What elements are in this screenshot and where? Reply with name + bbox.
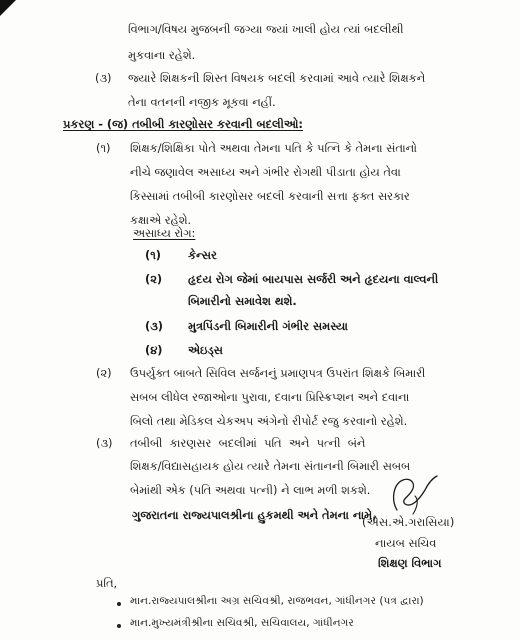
copy-to-item-1: માન.રાજ્યપાલશ્રીના અગ્ર સચિવશ્રી, રાજભવન, ગાંધીનગર (પત્ર દ્વારા)	[130, 595, 424, 607]
disease-3-number: (૩)	[145, 319, 163, 333]
disease-2-line-1: હૃદય રોગ જેમાં બાયપાસ સર્જરી અને હૃદયના વાલ્વની	[188, 272, 439, 286]
disease-3-line-1: મુત્રપિંડની બિમારીની ગંભીર સમસ્યા	[188, 319, 348, 333]
section-item-3-line-1: તબીબી કારણસર બદલીમાં પતિ અને પત્ની બંને	[130, 436, 366, 450]
section-heading: પ્રકરણ - (જ) તબીબી કારણોસર કરવાની બદલીઓ:	[63, 117, 303, 131]
copy-to-label: પ્રતિ,	[96, 576, 118, 590]
section-item-1-line-3: કિસ્સામાં તબીબી કારણોસર બદલી કરવાની સત્તા ફક્ત સરકાર	[130, 189, 410, 203]
disease-2-line-2: બિમારીનો સમાવેશ થશે.	[188, 294, 297, 308]
point-3-line-1: જ્યારે શિક્ષકની શિસ્ત વિષયક બદલી કરવામાં આવે ત્યારે શિક્ષકને	[128, 71, 426, 85]
page-corner-mark	[0, 0, 16, 16]
disease-1-line-1: કેન્સર	[188, 248, 217, 262]
section-item-2-number: (૨)	[96, 366, 112, 380]
signatory-designation: નાયબ સચિવ	[375, 536, 437, 550]
disease-heading: અસાધ્ય રોગ:	[133, 226, 196, 240]
section-item-1-line-1: શિક્ષક/શિક્ષિકા પોતે અથવા તેમના પતિ કે પત્નિ કે તેમના સંતાનો	[130, 141, 418, 155]
intro-line-1: વિભાગ/વિષય મુજબની જગ્યા જ્યાં ખાલી હોય ત્યાં બદલીથી	[128, 22, 404, 36]
section-item-1-number: (૧)	[96, 141, 111, 155]
section-item-2-line-1: ઉપર્યુક્ત બાબતે સિવિલ સર્જનનું પ્રમાણપત્ર ઉપરાંત શિક્ષકે બિમારી	[130, 366, 426, 380]
order-line: ગુજરાતના રાજ્યપાલશ્રીના હુકમથી અને તેમના નામે,	[132, 508, 377, 522]
disease-1-number: (૧)	[145, 248, 161, 262]
disease-2-number: (૨)	[145, 272, 163, 286]
section-item-1-line-2: નીચે જણાવેલ અસાધ્ય અને ગંભીર રોગથી પીડાતા હોય તેવા	[130, 165, 401, 179]
section-item-2-line-2: સબબ લીધેલ રજાઓના પુરાવા, દવાના પ્રિસ્ક્રિપ્શન અને દવાના	[130, 390, 410, 404]
signatory-name: (એસ.એ.ગરાસિયા)	[362, 515, 455, 529]
copy-to-bullet-1	[117, 602, 121, 606]
section-item-3-line-3: બેમાંથી એક (પતિ અથવા પત્ની) ને લાભ મળી શકશે.	[130, 483, 371, 497]
copy-to-item-2: માન.મુખ્યમંત્રીશ્રીના સચિવશ્રી, સચિવાલય, ગાંધીનગર	[130, 617, 354, 629]
section-item-3-number: (૩)	[96, 436, 113, 450]
signatory-department: શિક્ષણ વિભાગ	[378, 556, 442, 570]
disease-4-number: (૪)	[145, 343, 163, 357]
copy-to-bullet-2	[117, 624, 121, 628]
section-item-3-line-2: શિક્ષક/વિદ્યાસહાયક હોય ત્યારે તેમના સંતાનની બિમારી સબબ	[130, 459, 411, 473]
handwritten-signature	[367, 470, 447, 518]
disease-4-line-1: એઇડ્સ	[188, 343, 223, 357]
point-3-number: (૩)	[95, 71, 112, 85]
intro-line-2: મુકવાના રહેશે.	[128, 48, 196, 62]
section-item-2-line-3: બિલો તથા મેડિકલ ચેકઅપ અંગેનો રીપોર્ટ રજુ કરવાનો રહેશે.	[130, 414, 408, 428]
section-item-1-line-4: કક્ષાએ રહેશે.	[130, 213, 192, 227]
point-3-line-2: તેના વતનની નજીક મૂકવા નહીં.	[128, 95, 276, 109]
